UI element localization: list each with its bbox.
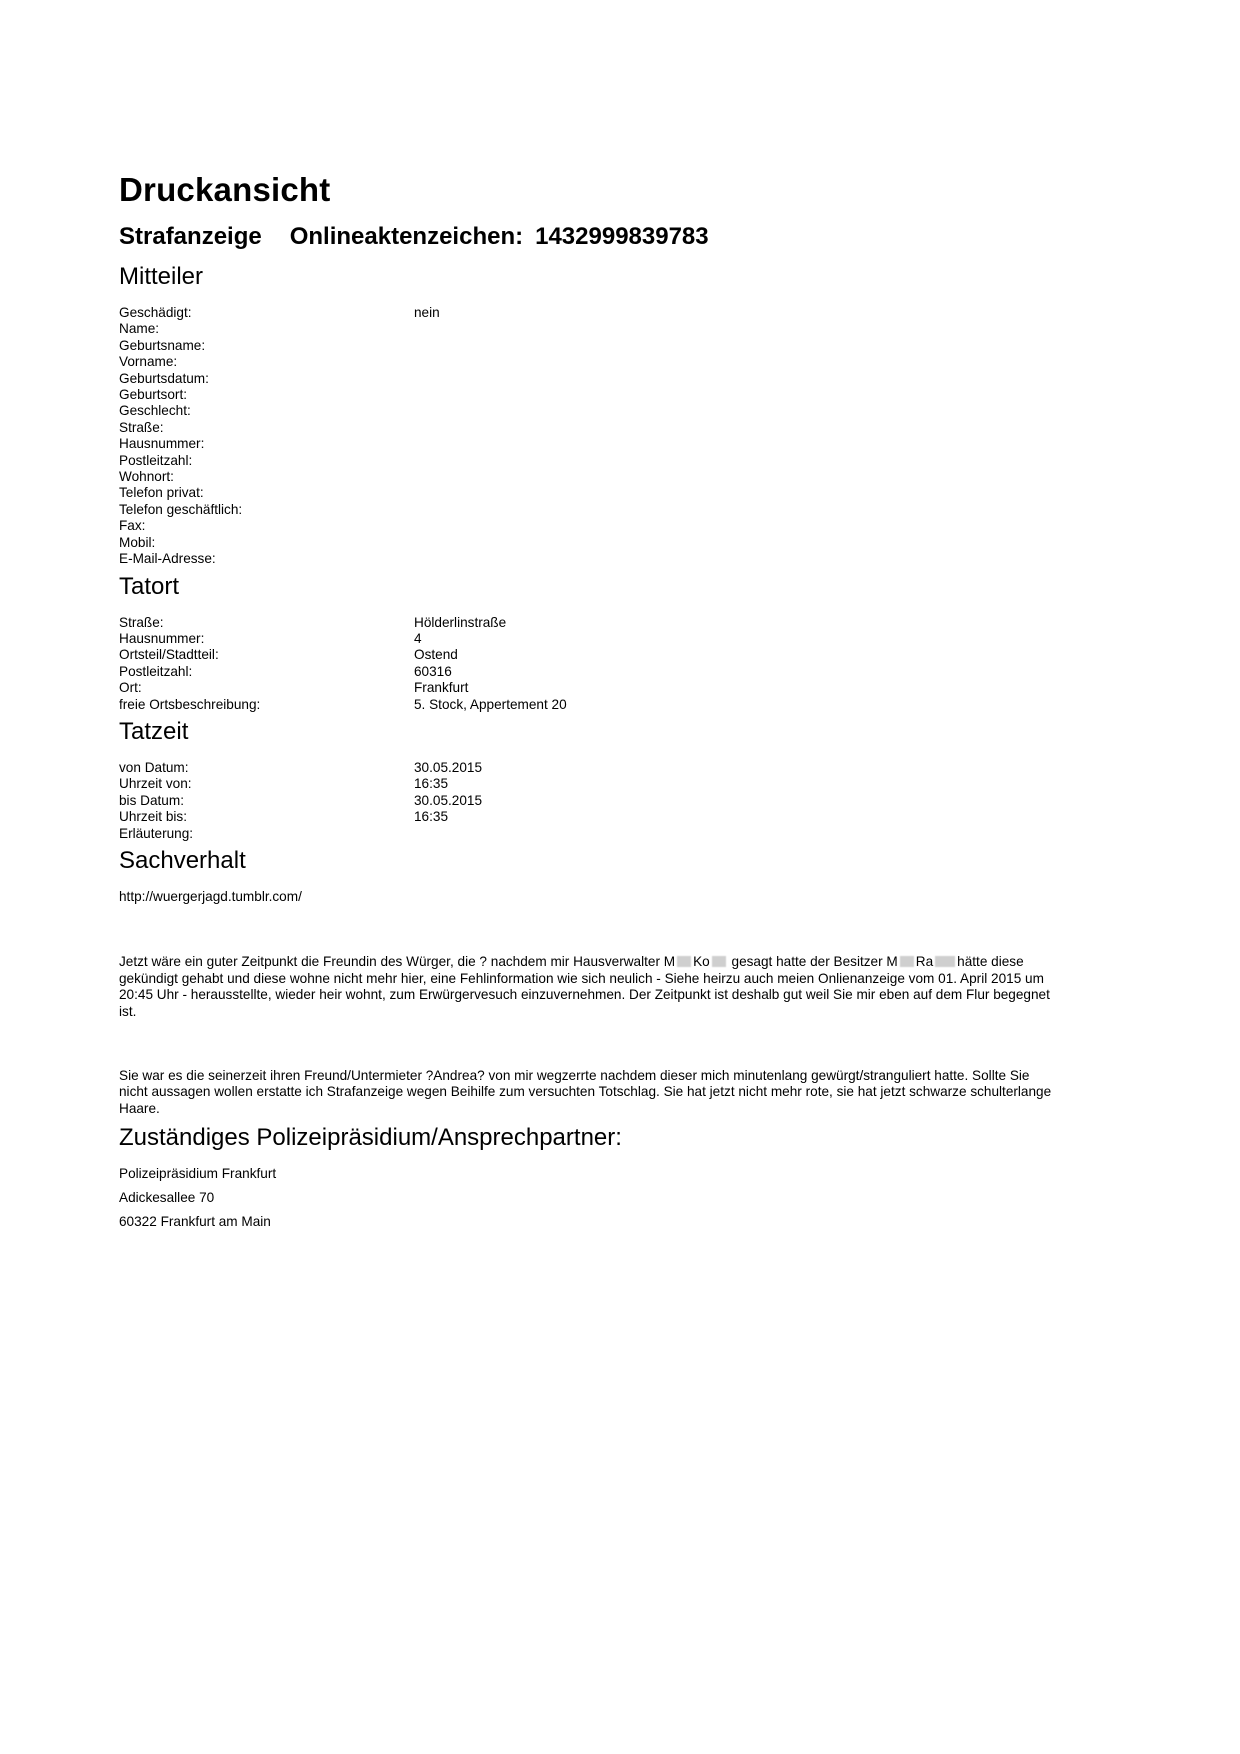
- field-value: [414, 453, 1129, 469]
- paragraph-line: Haare.: [119, 1100, 160, 1116]
- field-value: [414, 420, 1129, 436]
- field-row: [119, 436, 1129, 452]
- mitteiler-fields: [119, 305, 1129, 568]
- sachverhalt-paragraph-2: [119, 1068, 1129, 1117]
- field-value: 16:35: [414, 809, 449, 825]
- page-title: Druckansicht: [119, 171, 331, 208]
- field-label: Geburtsdatum:: [119, 370, 209, 386]
- field-label: Telefon geschäftlich:: [119, 501, 243, 517]
- field-value: [414, 354, 1129, 370]
- field-label: Uhrzeit von:: [119, 776, 192, 792]
- field-row: [119, 371, 1129, 387]
- section-heading-tatzeit: Tatzeit: [119, 717, 189, 745]
- paragraph-line: 20:45 Uhr - herausstellte, wieder heir wohnt, zum Erwürgervesuch einzuvernehmen. Der Zeitpunkt ist deshalb gut weil Sie mir eben auf dem Flur begegnet: [119, 987, 1050, 1003]
- field-row: [119, 697, 1129, 713]
- address-line: Adickesallee 70: [119, 1190, 215, 1206]
- paragraph-line: Jetzt wäre ein guter Zeitpunkt die Freundin des Würger, die ? nachdem mir Hausverwalter M Ko gesagt hatte der Besitzer M Ra hätte diese: [119, 954, 1024, 970]
- field-row: [119, 631, 1129, 647]
- field-label: Straße:: [119, 419, 164, 435]
- field-row: [119, 354, 1129, 370]
- field-row: [119, 502, 1129, 518]
- field-row: [119, 420, 1129, 436]
- field-label: von Datum:: [119, 759, 189, 775]
- field-value: Hölderlinstraße: [414, 614, 507, 630]
- field-label: Postleitzahl:: [119, 452, 193, 468]
- paragraph-line: Sie war es die seinerzeit ihren Freund/Untermieter ?Andrea? von mir wegzerrte nachdem dieser mich minutenlang gewürgt/stranguliert hatte. Sollte Sie: [119, 1068, 1030, 1083]
- sachverhalt-paragraph-1: [119, 954, 1129, 1020]
- paragraph-line: ist.: [119, 1003, 137, 1019]
- field-value: [414, 485, 1129, 501]
- field-value: [414, 469, 1129, 485]
- sachverhalt-link: http://wuergerjagd.tumblr.com/: [119, 888, 302, 904]
- field-label: Erläuterung:: [119, 825, 194, 841]
- field-value: [414, 371, 1129, 387]
- print-view-page: [119, 170, 1129, 1238]
- field-value: 4: [414, 630, 422, 646]
- field-label: Geschädigt:: [119, 305, 192, 320]
- police-address: [119, 1166, 1129, 1230]
- field-row: [119, 469, 1129, 485]
- field-row: [119, 305, 1129, 321]
- field-row: [119, 485, 1129, 501]
- field-label: Hausnummer:: [119, 630, 205, 646]
- field-row: [119, 760, 1129, 776]
- field-value: nein: [414, 305, 440, 320]
- field-value: [414, 436, 1129, 452]
- field-label: freie Ortsbeschreibung:: [119, 696, 261, 712]
- field-row: [119, 680, 1129, 696]
- tatzeit-fields: [119, 760, 1129, 842]
- field-value: [414, 387, 1129, 403]
- field-value: [414, 403, 1129, 419]
- redaction-mark: [900, 956, 914, 967]
- field-row: [119, 321, 1129, 337]
- field-label: Ortsteil/Stadtteil:: [119, 647, 219, 663]
- report-type: Strafanzeige: [119, 223, 262, 250]
- field-value: [414, 518, 1129, 534]
- field-label: Uhrzeit bis:: [119, 809, 187, 825]
- field-row: [119, 387, 1129, 403]
- section-heading-mitteiler: Mitteiler: [119, 263, 204, 290]
- field-label: Postleitzahl:: [119, 663, 193, 679]
- field-value: 30.05.2015: [414, 759, 483, 775]
- address-line: Polizeipräsidium Frankfurt: [119, 1166, 277, 1182]
- field-value: [414, 321, 1129, 337]
- field-row: [119, 809, 1129, 825]
- field-value: Frankfurt: [414, 680, 469, 696]
- redaction-mark: [935, 956, 955, 967]
- field-value: [414, 502, 1129, 518]
- redaction-mark: [677, 956, 691, 967]
- tatort-fields: [119, 615, 1129, 713]
- field-value: [414, 551, 1129, 567]
- field-value: 30.05.2015: [414, 792, 483, 808]
- paragraph-line: gekündigt gehabt und diese wohne nicht mehr hier, eine Fehlinformation wie sich neulich - Siehe heirzu auch meien Onlienanzeige vom 01. April 2015 um: [119, 970, 1044, 986]
- field-label: Telefon privat:: [119, 485, 204, 501]
- field-label: Name:: [119, 321, 160, 337]
- redaction-mark: [712, 956, 726, 967]
- field-label: Vorname:: [119, 354, 178, 370]
- field-row: [119, 826, 1129, 842]
- case-number: 1432999839783: [535, 223, 709, 250]
- field-value: [414, 826, 1129, 842]
- field-value: [414, 338, 1129, 354]
- report-subtitle: [119, 222, 1129, 252]
- field-value: [414, 535, 1129, 551]
- field-row: [119, 518, 1129, 534]
- field-row: [119, 535, 1129, 551]
- field-row: [119, 403, 1129, 419]
- field-label: Mobil:: [119, 534, 156, 550]
- case-number-label: Onlineaktenzeichen:: [289, 223, 524, 250]
- field-label: bis Datum:: [119, 792, 184, 808]
- field-row: [119, 793, 1129, 809]
- field-row: [119, 647, 1129, 663]
- section-heading-sachverhalt: Sachverhalt: [119, 846, 246, 874]
- paragraph-line: nicht aussagen wollen erstatte ich Strafanzeige wegen Beihilfe zum versuchten Totschlag. Sie hat jetzt nicht mehr rote, sie hat jetzt schwarze schulterlange: [119, 1084, 1052, 1100]
- field-label: Fax:: [119, 518, 146, 534]
- field-value: Ostend: [414, 647, 458, 663]
- field-label: Geburtsort:: [119, 387, 187, 403]
- field-value: 5. Stock, Appertement 20: [414, 696, 567, 712]
- field-row: [119, 551, 1129, 567]
- address-line: 60322 Frankfurt am Main: [119, 1214, 271, 1230]
- field-label: Ort:: [119, 680, 142, 696]
- field-row: [119, 664, 1129, 680]
- field-label: Geburtsname:: [119, 337, 206, 353]
- field-label: Geschlecht:: [119, 403, 191, 419]
- field-label: Straße:: [119, 614, 164, 630]
- section-heading-tatort: Tatort: [119, 572, 180, 600]
- section-heading-polizei: Zuständiges Polizeipräsidium/Ansprechpartner:: [119, 1124, 622, 1152]
- field-row: [119, 338, 1129, 354]
- field-label: Wohnort:: [119, 469, 174, 485]
- field-row: [119, 453, 1129, 469]
- field-value: 60316: [414, 663, 452, 679]
- field-row: [119, 615, 1129, 631]
- field-label: E-Mail-Adresse:: [119, 551, 216, 567]
- field-row: [119, 776, 1129, 792]
- field-label: Hausnummer:: [119, 436, 205, 452]
- field-value: 16:35: [414, 776, 449, 792]
